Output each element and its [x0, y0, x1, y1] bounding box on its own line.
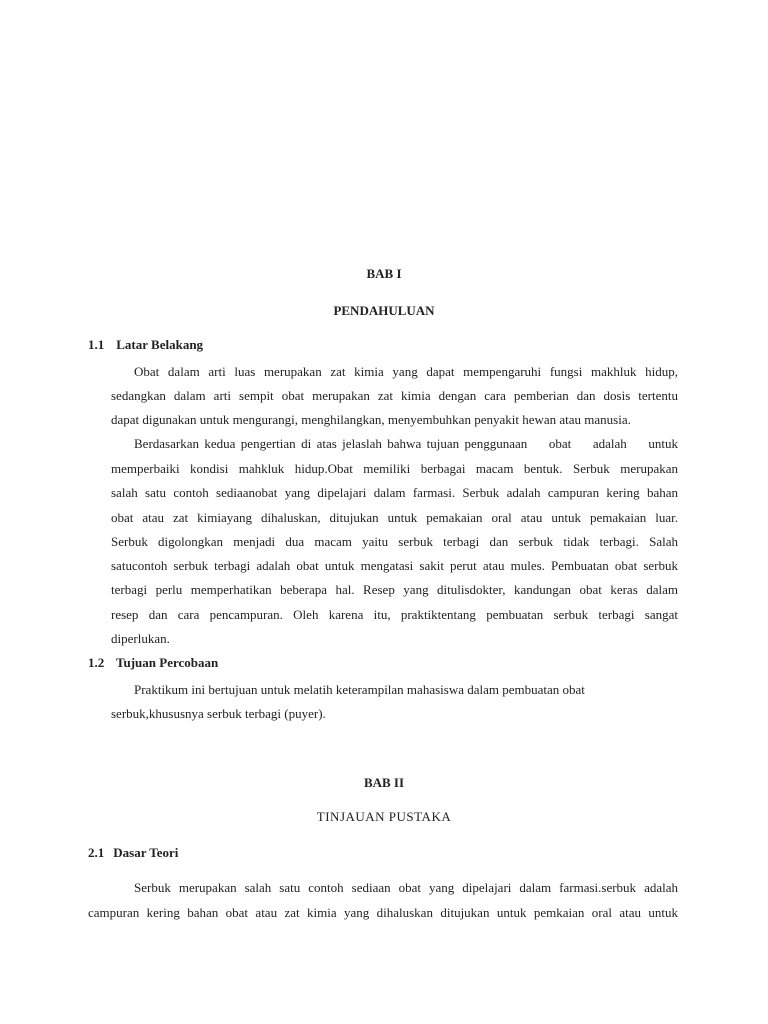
- paragraph-line: dapat digunakan untuk mengurangi, menghilangkan, menyembuhkan penyakit hewan atau manusia.: [111, 412, 631, 427]
- section-title: Latar Belakang: [116, 337, 204, 352]
- chapter-subtitle: TINJAUAN PUSTAKA: [316, 809, 452, 824]
- section-title: Tujuan Percobaan: [116, 655, 219, 670]
- section-heading: [88, 845, 178, 861]
- paragraph-line: campuran kering bahan obat atau zat kimia yang dihaluskan ditujukan untuk pemkaian oral atau untuk: [88, 905, 678, 920]
- chapter-title: BAB II: [363, 775, 405, 790]
- paragraph-line: Praktikum ini bertujuan untuk melatih keterampilan mahasiswa dalam pembuatan obat: [134, 682, 585, 697]
- section-number: 1.1: [88, 337, 105, 352]
- paragraph-line: obat atau zat kimiayang dihaluskan, ditujukan untuk pemakaian oral atau untuk pemakaian luar.: [111, 510, 678, 525]
- paragraph-line: Serbuk digolongkan menjadi dua macam yaitu serbuk terbagi dan serbuk tidak terbagi. Salah: [111, 534, 678, 549]
- paragraph-line: sedangkan dalam arti sempit obat merupakan zat kimia dengan cara pemberian dan dosis tertentu: [111, 388, 678, 403]
- section-heading: [88, 655, 218, 671]
- paragraph-line: diperlukan.: [111, 631, 170, 646]
- section-title: Dasar Teori: [113, 845, 179, 860]
- section-number: 1.2: [88, 655, 105, 670]
- chapter-title: BAB I: [366, 266, 402, 281]
- paragraph-line: serbuk,khususnya serbuk terbagi (puyer).: [111, 706, 326, 721]
- chapter-subtitle: PENDAHULUAN: [333, 303, 435, 318]
- section-number: 2.1: [88, 845, 105, 860]
- paragraph-line: terbagi perlu memperhatikan beberapa hal. Resep yang ditulisdokter, kandungan obat keras dalam: [111, 582, 678, 597]
- paragraph-line: Serbuk merupakan salah satu contoh sediaan obat yang dipelajari dalam farmasi.serbuk adalah: [134, 880, 678, 895]
- paragraph-line: memperbaiki kondisi mahkluk hidup.Obat memiliki berbagai macam bentuk. Serbuk merupakan: [111, 461, 678, 476]
- paragraph-line: Obat dalam arti luas merupakan zat kimia yang dapat mempengaruhi fungsi makhluk hidup,: [134, 364, 678, 379]
- paragraph-line: resep dan cara pencampuran. Oleh karena itu, praktiktentang pembuatan serbuk terbagi sangat: [111, 607, 678, 622]
- paragraph-line: Berdasarkan kedua pengertian di atas jelaslah bahwa tujuan penggunaan obat adalah untuk: [134, 436, 678, 451]
- paragraph-line: satucontoh serbuk terbagi adalah obat untuk mengatasi sakit perut atau mules. Pembuatan obat serbuk: [111, 558, 678, 573]
- section-heading: [88, 337, 203, 353]
- paragraph-line: salah satu contoh sediaanobat yang dipelajari dalam farmasi. Serbuk adalah campuran kering bahan: [111, 485, 678, 500]
